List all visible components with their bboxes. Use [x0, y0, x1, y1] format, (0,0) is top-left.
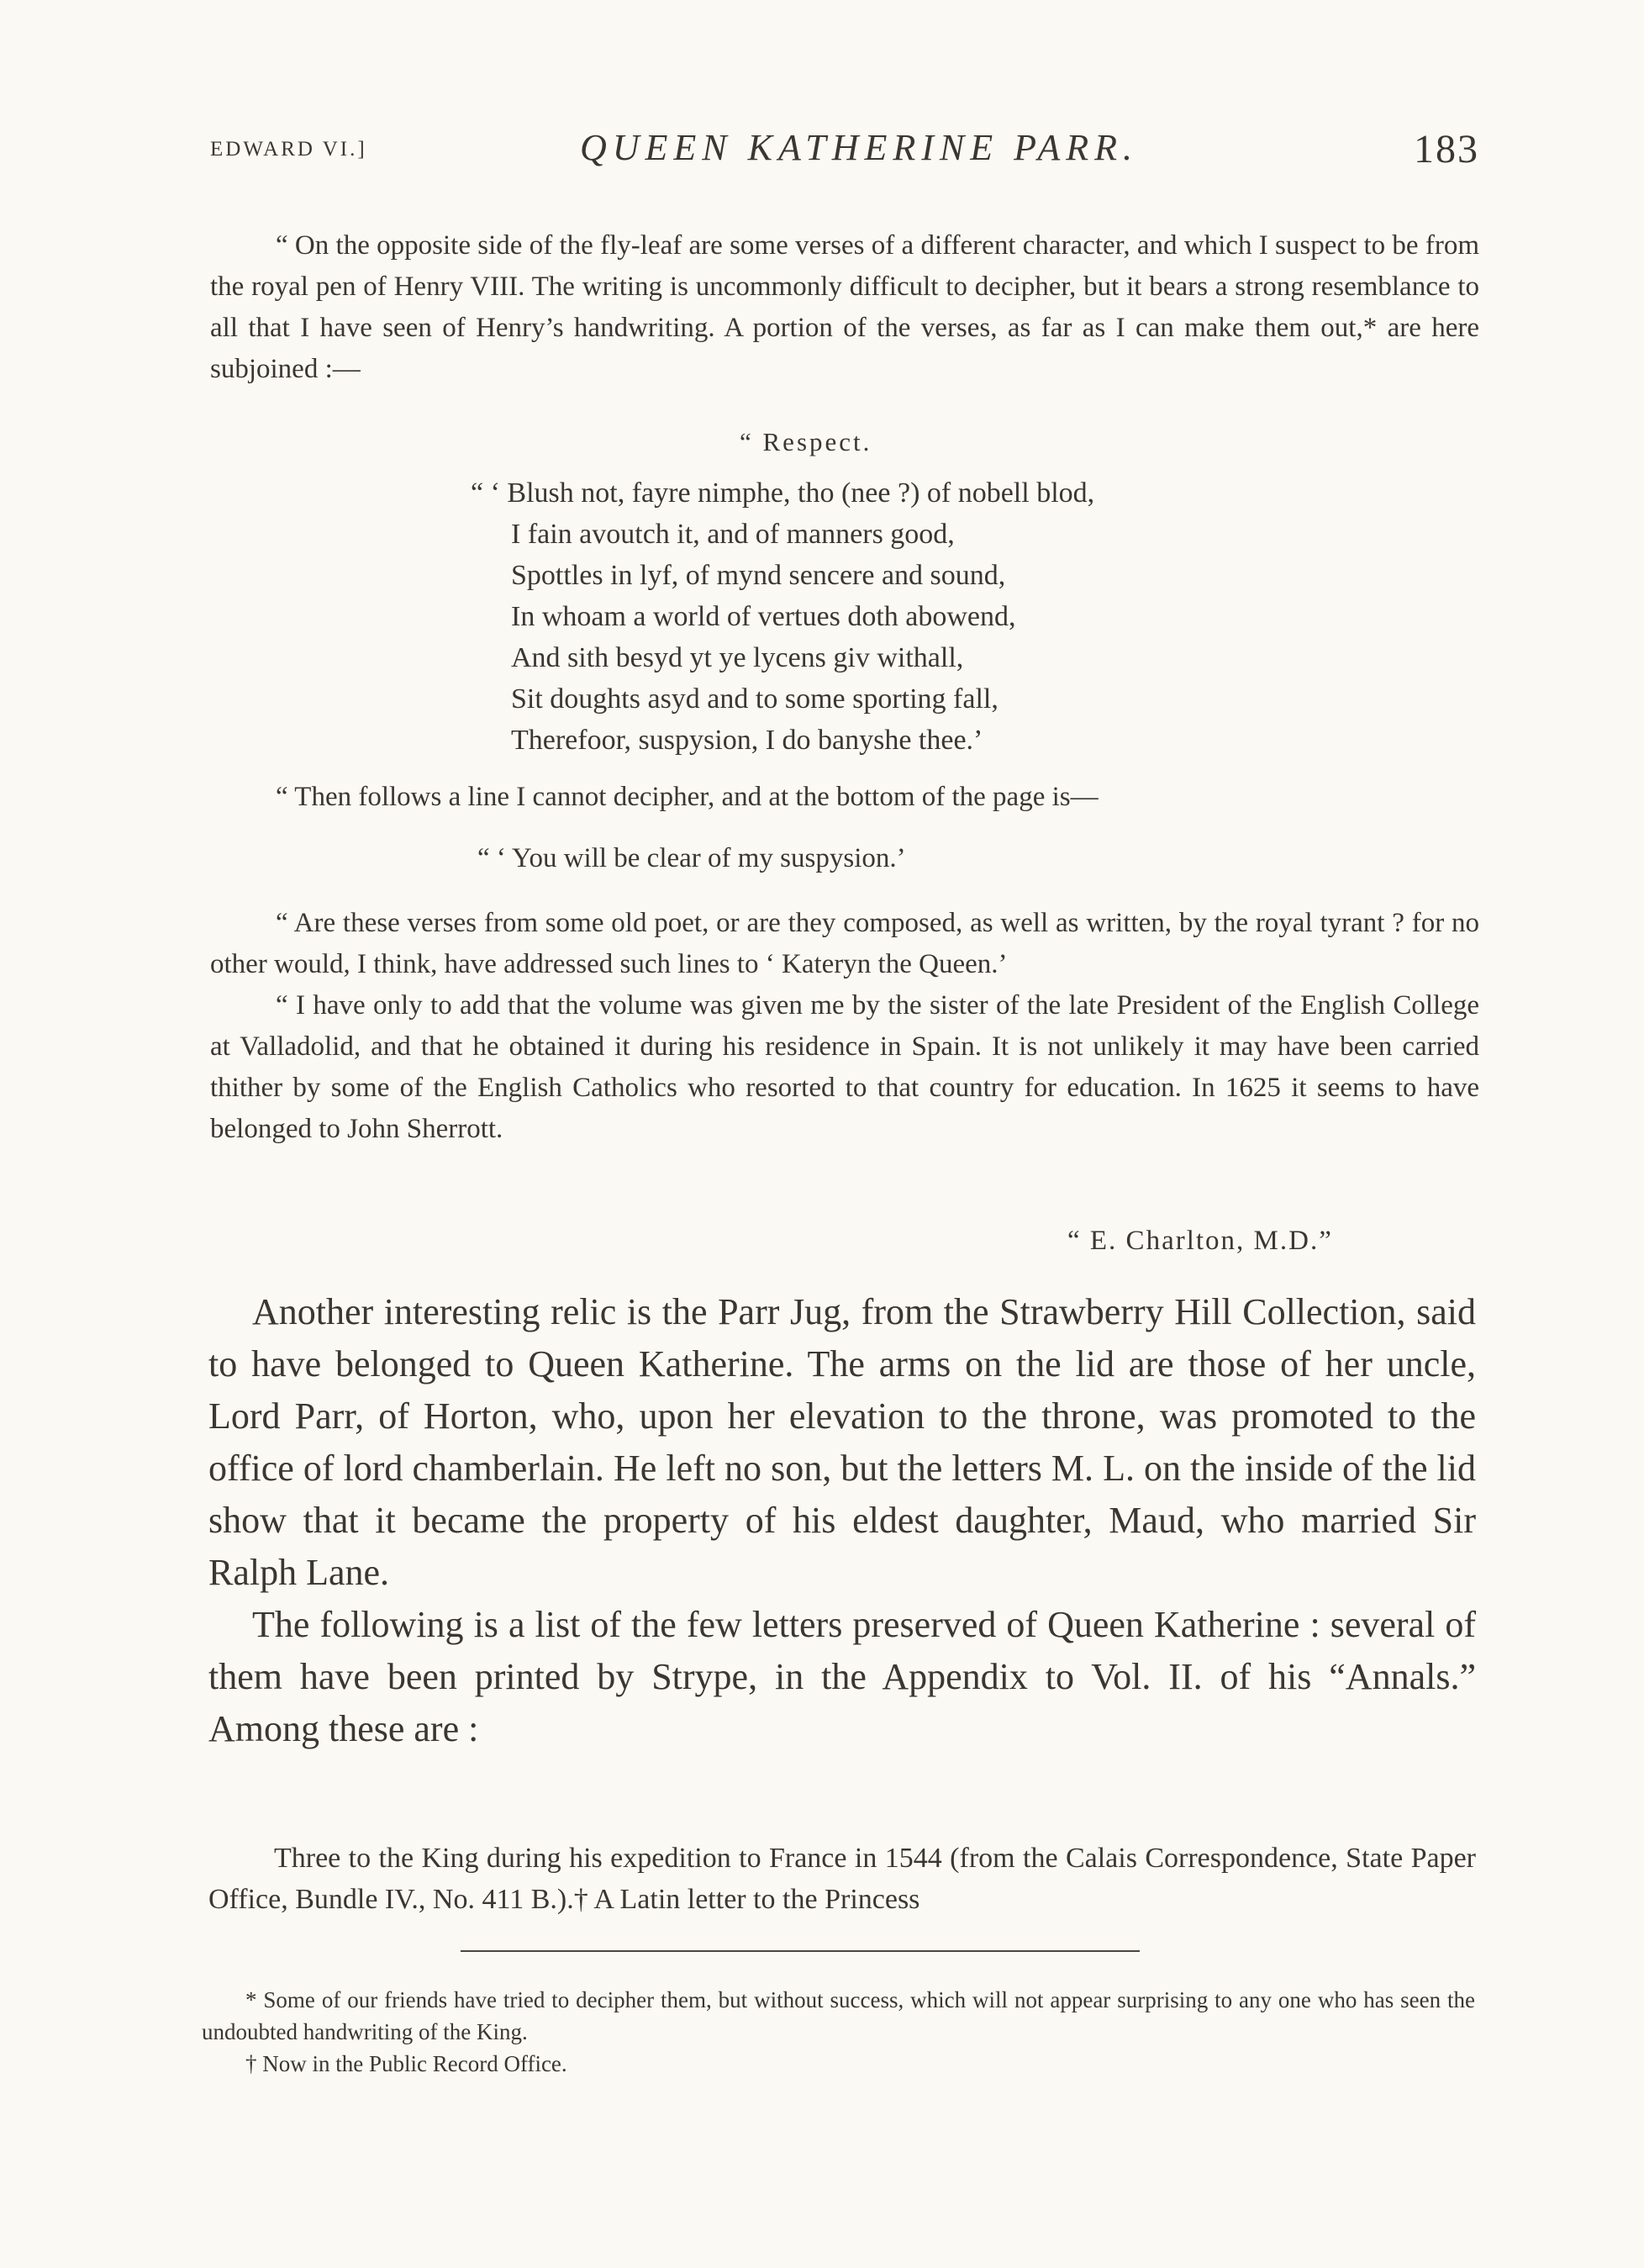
- footnote-divider: [461, 1950, 1140, 1952]
- poem: [471, 472, 1094, 761]
- running-head-section: EDWARD VI.]: [210, 138, 367, 161]
- signature: “ E. Charlton, M.D.”: [1067, 1226, 1333, 1256]
- footnote-star: * Some of our friends have tried to decipher them, but without success, which will not appear surprising to any one who has seen the undoubted handwriting of the King.: [202, 1987, 1475, 2044]
- quote-paragraph-2: “ Then follows a line I cannot decipher, and at the bottom of the page is—: [276, 782, 1099, 812]
- quote-clear-line: “ ‘ You will be clear of my suspysion.’: [477, 843, 906, 873]
- poem-title: “ Respect.: [740, 427, 872, 456]
- body-text: [208, 1286, 1476, 1755]
- poem-line: Sit doughts asyd and to some sporting fall,: [511, 683, 999, 715]
- quote-text: “ I have only to add that the volume was given me by the sister of the late President of the English College at Valladolid, and that he obtained it during his residence in Spain. It is not unlikely it may have been carried thither by some of the English Catholics who resorted to that country for education. In 1625 it seems to have belonged to John Sherrott.: [210, 990, 1479, 1144]
- quote-text: “ Are these verses from some old poet, or are they composed, as well as written, by the royal tyrant ? for no other would, I think, have addressed such lines to ‘ Kateryn the Queen.’: [210, 908, 1479, 979]
- poem-line: Spottles in lyf, of mynd sencere and sound,: [511, 560, 1006, 591]
- poem-line: I fain avoutch it, and of manners good,: [511, 519, 955, 550]
- quote-text: “ On the opposite side of the fly-leaf are some verses of a different character, and which I suspect to be from the royal pen of Henry VIII. The writing is uncommonly difficult to decipher, but it bears a strong resemblance to all that I have seen of Henry’s handwriting. A portion of the verses, as far as I can make them out,* are here subjoined :—: [210, 230, 1479, 384]
- page-number: 183: [1414, 127, 1479, 171]
- body-paragraph: Another interesting relic is the Parr Jug, from the Strawberry Hill Collection, said to have belonged to Queen Katherine. The arms on the lid are those of her uncle, Lord Parr, of Horton, who, upon her elevation to the throne, was promoted to the office of lord chamberlain. He left no son, but the letters M. L. on the inside of the lid show that it became the property of his eldest daughter, Maud, who married Sir Ralph Lane.: [208, 1291, 1476, 1593]
- footnote-dagger: † Now in the Public Record Office.: [245, 2051, 567, 2076]
- letters-list: [208, 1838, 1476, 1920]
- poem-line: “ ‘ Blush not, fayre nimphe, tho (nee ?) of nobell blod,: [471, 477, 1095, 509]
- running-head-title: QUEEN KATHERINE PARR.: [580, 127, 1138, 168]
- running-head: [210, 126, 1479, 177]
- poem-line: In whoam a world of vertues doth abowend,: [511, 601, 1016, 632]
- footnotes: [202, 1984, 1475, 2080]
- quote-paragraph-1: [210, 225, 1479, 390]
- body-paragraph: The following is a list of the few letters preserved of Queen Katherine : several of them have been printed by Strype, in the Appendix to Vol. II. of his “Annals.” Among these are :: [208, 1604, 1476, 1749]
- poem-line: Therefoor, suspysion, I do banyshe thee.’: [511, 725, 983, 756]
- poem-line: And sith besyd yt ye lycens giv withall,: [511, 642, 964, 673]
- body-paragraph: Three to the King during his expedition to France in 1544 (from the Calais Correspondence, State Paper Office, Bundle IV., No. 411 B.).† A Latin letter to the Princess: [208, 1843, 1476, 1915]
- quote-paragraph-3: [210, 903, 1479, 1150]
